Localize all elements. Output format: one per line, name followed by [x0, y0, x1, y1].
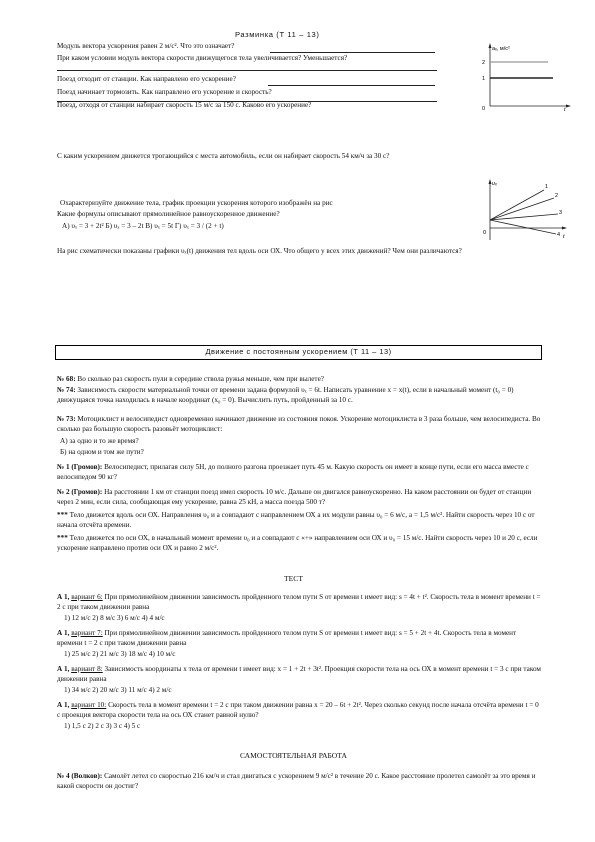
problem-74	[57, 385, 542, 405]
test-options-6: 1) 12 м/с 2) 8 м/с 3) 6 м/с 4) 4 м/с	[64, 614, 165, 622]
problem-text: Мотоциклист и велосипедист одновременно начинают движение из состояния покоя. Ускорение мотоциклиста в 3 раза больше, чем велосипедиста. Во сколько раз большую скорость разовьёт мотоциклист:	[57, 415, 541, 434]
test-variant: вариант 6:	[71, 593, 103, 601]
problem-label: ***	[57, 534, 68, 542]
problem-star-1	[57, 510, 542, 530]
problem-text: Велосипедист, прилагая силу 5Н, до полного разгона проезжает путь 45 м. Какую скорость он имеет в конце пути, если его масса вместе с велосипедом 90 кг?	[57, 463, 529, 482]
warmup-q2: При каком условии модуль вектора скорости движущегося тела увеличивается? Уменьшается?	[57, 54, 348, 62]
graph1-x-arrow	[566, 105, 571, 108]
test-head: А 1,	[57, 629, 70, 637]
graph1-tick-2: 1	[482, 76, 486, 82]
problem-label: № 1 (Громов):	[57, 463, 103, 471]
warmup-q8-options: А) υₓ = 3 + 2t² Б) υₓ = 3 – 2t В) υₓ = 5t Г) υₓ = 3 / (2 + t)	[62, 222, 224, 230]
problem-73-a: А) за одно и то же время?	[60, 437, 139, 445]
warmup-q3: Поезд отходит от станции. Как направлено его ускорение?	[57, 75, 236, 83]
warmup-title: Разминка (Т 11 – 13)	[235, 30, 320, 39]
self-title: САМОСТОЯТЕЛЬНАЯ РАБОТА	[240, 751, 347, 760]
warmup-q1: Модуль вектора ускорения равен 2 м/с². Что это означает?	[57, 42, 235, 50]
test-options-10: 1) 1,5 с 2) 2 с 3) 3 с 4) 5 с	[64, 722, 141, 730]
test-head: А 1,	[57, 701, 70, 709]
test-item-8	[57, 664, 542, 684]
problem-73	[57, 414, 542, 434]
problem-text: На расстоянии 1 км от станции поезд имел скорость 10 м/с. Дальше он двигался равноускоренно. На каком расстоянии он будет от станции через 2 мин, если сила, сообщающая ему ускорение, равна 25 кН, а масса поезда 500 т?	[57, 488, 532, 507]
warmup-q6: С каким ускорением движется трогающийся с места автомобиль, если он набирает скорость 54 км/ч за 30 с?	[57, 152, 390, 160]
test-text: Зависимость координаты x тела от времени t имеет вид: x = 1 + 2t + 3t². Проекция скорости тела на ось ОХ в момент времени t = 3 с при таком движении равна	[57, 665, 541, 684]
problem-text: Самолёт летел со скоростью 216 км/ч и стал двигаться с ускорением 9 м/с² в течение 20 с. Какое расстояние пролетел самолёт за это время и какой скорости он достиг?	[57, 772, 536, 791]
test-variant: вариант 10:	[71, 701, 107, 709]
problem-label: № 73:	[57, 415, 76, 423]
test-head: А 1,	[57, 665, 70, 673]
problem-text: Во сколько раз скорость пули в середине ствола ружья меньше, чем при вылете?	[77, 375, 324, 383]
problem-label: № 2 (Громов):	[57, 488, 103, 496]
graph1-origin: 0	[482, 106, 486, 112]
warmup-q7: Охарактеризуйте движение тела, график проекции ускорения которого изображён на рис	[60, 199, 333, 207]
test-options-7: 1) 25 м/с 2) 21 м/с 3) 18 м/с 4) 10 м/с	[64, 650, 176, 658]
graph2-x-label: t	[563, 234, 565, 240]
answer-line	[270, 52, 435, 53]
velocity-graph	[478, 176, 573, 244]
graph2-line-1	[490, 190, 544, 220]
test-text: Скорость тела в момент времени t = 2 с при таком движении равна x = 20 – 6t + 2t². Через сколько секунд после начала отсчёта времени t = 0 с проекция вектора скорости тела на ось ОХ станет равной нулю?	[57, 701, 539, 720]
graph1-tick: 2	[482, 60, 486, 66]
graph2-line-3	[490, 214, 558, 220]
test-title: ТЕСТ	[284, 574, 303, 583]
problem-text: Тело движется по оси ОХ, в начальный момент времени υ₀ и a совпадают с «+» направлением оси ОХ и υ₀ = 15 м/с. Найти скорость через 10 и 20 с, если ускорение направлено против оси ОХ и равно 2 м/с².	[57, 534, 538, 553]
graph2-curve-label: 3	[559, 210, 563, 216]
problem-label: № 74:	[57, 386, 76, 394]
self-problem-4	[57, 771, 542, 791]
test-options-8: 1) 34 м/с 2) 20 м/с 3) 11 м/с 4) 2 м/с	[64, 686, 172, 694]
problem-label: № 4 (Волков):	[57, 772, 103, 780]
problem-text: Тело движется вдоль оси ОХ. Направления υ₀ и a совпадают с направлением ОХ а их модули равны υ₀ = 6 м/с, a = 1,5 м/с². Найти скорость через 10 с от начала отсчёта времени.	[57, 511, 535, 530]
answer-line	[57, 70, 437, 71]
graph2-line-2	[490, 198, 554, 220]
test-item-10	[57, 700, 542, 720]
test-item-7	[57, 628, 542, 648]
graph2-x-arrow	[562, 227, 567, 230]
graph1-y-label: aₓ, м/с²	[492, 46, 510, 52]
problem-label: ***	[57, 511, 68, 519]
acceleration-graph	[478, 40, 573, 112]
graph2-y-label: υₓ	[492, 181, 498, 187]
problem-star-2	[57, 533, 542, 553]
test-variant: вариант 8:	[71, 665, 103, 673]
answer-line	[268, 85, 435, 86]
test-head: А 1,	[57, 593, 70, 601]
problem-label: № 68:	[57, 375, 76, 383]
problem-68	[57, 374, 542, 384]
warmup-q5: Поезд, отходя от станции набирает скорость 15 м/с за 150 с. Каково его ускорение?	[57, 101, 312, 109]
section-bar	[55, 345, 542, 360]
graph1-x-label: t	[564, 107, 566, 112]
graph2-origin: 0	[483, 230, 487, 236]
test-text: При прямолинейном движении зависимость пройденного телом пути S от времени t имеет вид: s = 4t + t². Скорость тела в момент времени t = 2 с при таком движении равна	[57, 593, 541, 612]
warmup-q4: Поезд начинает тормозить. Как направлено его ускорение и скорость?	[57, 88, 272, 96]
test-variant: вариант 7:	[71, 629, 103, 637]
problem-73-b: Б) на одном и том же пути?	[60, 448, 144, 456]
problem-gromov-2	[57, 487, 542, 507]
graph2-curve-label: 4	[557, 232, 561, 238]
graph2-curve-label: 2	[555, 193, 559, 199]
problem-gromov-1	[57, 462, 542, 482]
test-text: При прямолинейном движении зависимость пройденного телом пути S от времени t имеет вид: s = 5 + 2t + 4t. Скорость тела в момент времени t = 2 с при таком движении равна	[57, 629, 517, 648]
warmup-q8: Какие формулы описывают прямолинейное равноускоренное движение?	[57, 210, 280, 218]
graph2-line-4	[490, 220, 556, 234]
section-title: Движение с постоянным ускорением (Т 11 – 13)	[205, 347, 392, 356]
problem-text: Зависимость скорости материальной точки от времени задана формулой υₓ = 6t. Написать уравнение x = x(t), если в начальный момент (t₀ = 0) движущаяся точка находилась в начале координат (x₀ = 0). Вычислить путь, пройденный за 10 с.	[57, 386, 514, 405]
graph2-curve-label: 1	[545, 184, 549, 190]
test-item-6	[57, 592, 542, 612]
warmup-q9: На рис схематически показаны графики υₓ(t) движения тел вдоль оси ОХ. Что общего у всех этих движений? Чем они различаются?	[57, 247, 462, 255]
